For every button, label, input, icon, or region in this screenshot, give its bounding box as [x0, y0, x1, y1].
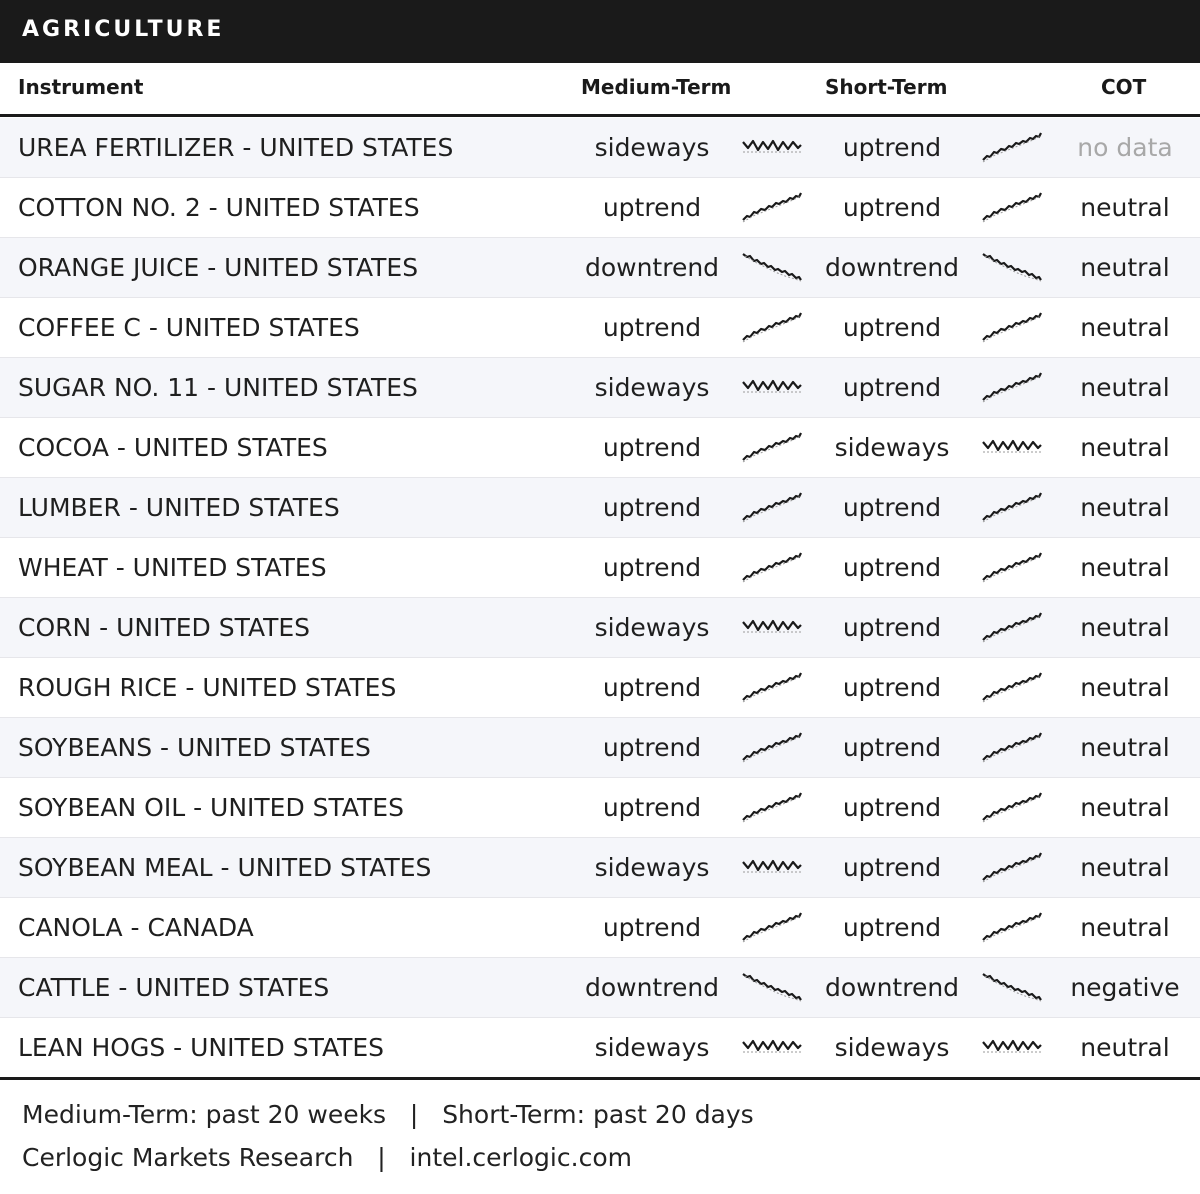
table-row: [0, 598, 1200, 658]
table-row: [0, 718, 1200, 778]
table-row: [0, 118, 1200, 178]
cot-status: neutral: [1080, 793, 1170, 822]
cot-status: neutral: [1080, 373, 1170, 402]
medium-term-trend: downtrend: [584, 973, 720, 1002]
uptrend-icon: [741, 490, 803, 524]
uptrend-icon: [981, 790, 1043, 824]
uptrend-icon: [981, 190, 1043, 224]
uptrend-icon: [741, 550, 803, 584]
table-row: [0, 958, 1200, 1018]
uptrend-icon: [741, 310, 803, 344]
downtrend-icon: [981, 970, 1043, 1004]
instrument-name: COFFEE C - UNITED STATES: [18, 313, 360, 342]
cot-status: neutral: [1080, 493, 1170, 522]
medium-term-trend: uptrend: [602, 433, 702, 462]
sideways-icon: [981, 1030, 1043, 1064]
instrument-name: COTTON NO. 2 - UNITED STATES: [18, 193, 420, 222]
table-row: [0, 358, 1200, 418]
table-row: [0, 178, 1200, 238]
footer-divider: [0, 1077, 1200, 1080]
uptrend-icon: [741, 190, 803, 224]
table-row: [0, 298, 1200, 358]
instrument-name: LUMBER - UNITED STATES: [18, 493, 340, 522]
short-term-trend: downtrend: [824, 253, 960, 282]
cot-status: neutral: [1080, 913, 1170, 942]
short-term-trend: downtrend: [824, 973, 960, 1002]
footer-credits: Cerlogic Markets Research | intel.cerlogic.com: [22, 1143, 632, 1172]
cot-status: negative: [1070, 973, 1180, 1002]
uptrend-icon: [981, 310, 1043, 344]
table-row: [0, 238, 1200, 298]
footer-term-legend: Medium-Term: past 20 weeks | Short-Term: past 20 days: [22, 1100, 754, 1129]
table-row: [0, 418, 1200, 478]
cot-status: neutral: [1080, 673, 1170, 702]
short-term-trend: uptrend: [842, 493, 942, 522]
cot-status: neutral: [1080, 313, 1170, 342]
short-term-trend: uptrend: [842, 313, 942, 342]
table-row: [0, 478, 1200, 538]
instrument-name: UREA FERTILIZER - UNITED STATES: [18, 133, 454, 162]
uptrend-icon: [741, 430, 803, 464]
table-row: [0, 838, 1200, 898]
uptrend-icon: [981, 850, 1043, 884]
column-header-cot: COT: [1101, 75, 1147, 99]
page-title: AGRICULTURE: [22, 17, 225, 42]
instrument-name: SOYBEAN OIL - UNITED STATES: [18, 793, 404, 822]
uptrend-icon: [741, 670, 803, 704]
uptrend-icon: [981, 730, 1043, 764]
sideways-icon: [981, 430, 1043, 464]
uptrend-icon: [981, 670, 1043, 704]
instrument-name: SOYBEANS - UNITED STATES: [18, 733, 371, 762]
instrument-name: ORANGE JUICE - UNITED STATES: [18, 253, 419, 282]
medium-term-trend: uptrend: [602, 733, 702, 762]
short-term-trend: sideways: [834, 433, 950, 462]
downtrend-icon: [981, 250, 1043, 284]
short-term-trend: uptrend: [842, 373, 942, 402]
uptrend-icon: [981, 370, 1043, 404]
short-term-trend: uptrend: [842, 613, 942, 642]
downtrend-icon: [741, 250, 803, 284]
sideways-icon: [741, 850, 803, 884]
instrument-name: SUGAR NO. 11 - UNITED STATES: [18, 373, 418, 402]
column-header-instrument: Instrument: [18, 75, 144, 99]
instrument-name: CORN - UNITED STATES: [18, 613, 311, 642]
medium-term-trend: uptrend: [602, 913, 702, 942]
cot-status: neutral: [1080, 253, 1170, 282]
medium-term-trend: uptrend: [602, 313, 702, 342]
instrument-name: COCOA - UNITED STATES: [18, 433, 328, 462]
short-term-trend: uptrend: [842, 913, 942, 942]
header-bar: [0, 0, 1200, 63]
cot-status: neutral: [1080, 1033, 1170, 1062]
short-term-trend: sideways: [834, 1033, 950, 1062]
medium-term-trend: sideways: [594, 373, 710, 402]
cot-status: no data: [1077, 133, 1173, 162]
medium-term-trend: uptrend: [602, 793, 702, 822]
uptrend-icon: [741, 790, 803, 824]
cot-status: neutral: [1080, 853, 1170, 882]
uptrend-icon: [981, 130, 1043, 164]
cot-status: neutral: [1080, 433, 1170, 462]
short-term-trend: uptrend: [842, 733, 942, 762]
short-term-trend: uptrend: [842, 133, 942, 162]
column-header-short-term: Short-Term: [825, 75, 948, 99]
medium-term-trend: uptrend: [602, 193, 702, 222]
table-row: [0, 1018, 1200, 1078]
medium-term-trend: sideways: [594, 133, 710, 162]
uptrend-icon: [981, 490, 1043, 524]
downtrend-icon: [741, 970, 803, 1004]
cot-status: neutral: [1080, 193, 1170, 222]
instrument-name: CANOLA - CANADA: [18, 913, 254, 942]
cot-status: neutral: [1080, 553, 1170, 582]
instrument-name: WHEAT - UNITED STATES: [18, 553, 327, 582]
uptrend-icon: [981, 550, 1043, 584]
instrument-name: ROUGH RICE - UNITED STATES: [18, 673, 397, 702]
medium-term-trend: sideways: [594, 1033, 710, 1062]
sideways-icon: [741, 130, 803, 164]
table-row: [0, 898, 1200, 958]
table-row: [0, 538, 1200, 598]
medium-term-trend: downtrend: [584, 253, 720, 282]
short-term-trend: uptrend: [842, 853, 942, 882]
medium-term-trend: uptrend: [602, 673, 702, 702]
sideways-icon: [741, 610, 803, 644]
instrument-name: SOYBEAN MEAL - UNITED STATES: [18, 853, 432, 882]
instrument-name: CATTLE - UNITED STATES: [18, 973, 330, 1002]
table-row: [0, 778, 1200, 838]
medium-term-trend: uptrend: [602, 553, 702, 582]
medium-term-trend: sideways: [594, 613, 710, 642]
uptrend-icon: [981, 610, 1043, 644]
column-header-medium-term: Medium-Term: [581, 75, 732, 99]
cot-status: neutral: [1080, 613, 1170, 642]
short-term-trend: uptrend: [842, 793, 942, 822]
uptrend-icon: [741, 730, 803, 764]
short-term-trend: uptrend: [842, 193, 942, 222]
short-term-trend: uptrend: [842, 673, 942, 702]
table-row: [0, 658, 1200, 718]
sideways-icon: [741, 370, 803, 404]
instrument-name: LEAN HOGS - UNITED STATES: [18, 1033, 385, 1062]
uptrend-icon: [741, 910, 803, 944]
short-term-trend: uptrend: [842, 553, 942, 582]
medium-term-trend: uptrend: [602, 493, 702, 522]
header-divider: [0, 114, 1200, 117]
sideways-icon: [741, 1030, 803, 1064]
uptrend-icon: [981, 910, 1043, 944]
medium-term-trend: sideways: [594, 853, 710, 882]
cot-status: neutral: [1080, 733, 1170, 762]
